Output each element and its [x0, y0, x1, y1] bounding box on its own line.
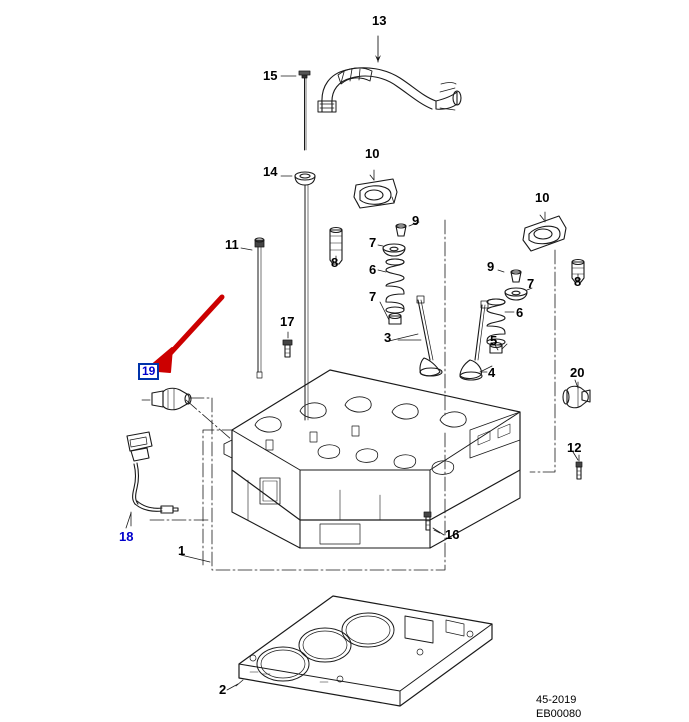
part-6-valve-spring-left [378, 259, 404, 313]
footer-date-code: 45-2019 [536, 694, 577, 706]
callout-1: 1 [178, 543, 186, 558]
part-17-bolt [283, 332, 292, 357]
callout-16: 16 [445, 527, 460, 542]
callout-18: 18 [119, 529, 134, 544]
callout-17: 17 [280, 314, 295, 329]
part-11-long-bolt [241, 238, 264, 378]
callout-4: 4 [488, 365, 496, 380]
callout-19-highlighted[interactable]: 19 [138, 363, 159, 380]
part-18-wiring-sensor [127, 432, 178, 526]
part-1-cylinder-head [224, 370, 520, 548]
callout-7-upper-left: 7 [369, 235, 377, 250]
callout-9-left: 9 [412, 213, 420, 228]
part-2-head-gasket [236, 596, 492, 706]
callout-12: 12 [567, 440, 582, 455]
part-4-exhaust-valve [460, 301, 488, 380]
part-10-bearing-cap-left [354, 170, 397, 208]
callout-7-right: 7 [527, 276, 535, 291]
callout-11: 11 [225, 237, 239, 252]
callout-20: 20 [570, 365, 585, 380]
callout-5: 5 [490, 333, 498, 348]
callout-13: 13 [372, 13, 387, 28]
callout-3: 3 [384, 330, 392, 345]
part-7-retainer-left [378, 244, 405, 256]
callout-8-right: 8 [574, 274, 582, 289]
callout-10-right: 10 [535, 190, 550, 205]
callout-10-left: 10 [365, 146, 380, 161]
highlight-arrow [146, 297, 222, 372]
part-10-bearing-cap-right [523, 212, 566, 251]
callout-8-left: 8 [331, 255, 339, 270]
part-13-hose [318, 36, 461, 112]
part-20-sensor [563, 382, 590, 408]
part-19-sensor [142, 388, 191, 409]
callout-15: 15 [263, 68, 278, 83]
callout-9-right: 9 [487, 259, 495, 274]
callout-7-lower-left: 7 [369, 289, 377, 304]
callout-6-left: 6 [369, 262, 377, 277]
callout-2: 2 [219, 682, 227, 697]
part-9-collet-right [498, 270, 521, 282]
callout-6-right: 6 [516, 305, 524, 320]
callout-14: 14 [263, 164, 278, 179]
part-3-intake-valve [398, 296, 442, 376]
part-15-bolt [281, 71, 310, 150]
footer-drawing-code: EB00080 [536, 708, 582, 720]
